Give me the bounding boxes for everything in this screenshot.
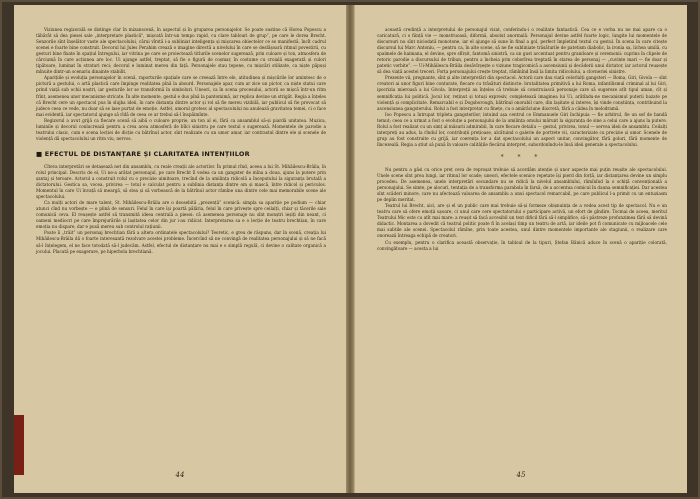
- paragraph: Regizorul a avut grijă ca fiecare scenă să aibă o culoare proprie, un ton al ei, fără ca ansamblul să-și piardă unitatea. Muzica, luminile și decorul conlucrează pentru a crea acea atmosferă de bîlci sinistru pe care textul o sugerează. Momentele de parodie a teatrului clasic, cum e scena lecției de dicție cu bătrînul actor, sînt realizate cu un umor amar, iar contrastul dintre ele și scenele de violență dă spectacolului un ritm viu, nervos.: [36, 117, 326, 141]
- paragraph: Viziunea regizorală se distinge clar în mizanscenă, în aspectul și în gruparea personajelor. Se poate sustine că Horea Popescu a tăbărât să dea piesei sale „interpretare plastică", mișcată într-un tempo rapid, cu clare tablouri de grup”, pe care le dorea Brecht. Senzorile sînt înșelător vaste ale spectacolului, cărui vîrstă i-a subliniat inteligența și mișcarea obiectelor ce se manifestă, încît cadrul scenei e foarte bine construit. Decorul lui Jules Perahim crează o imagine directă a nivelului în care se desfășoară ritmul povestirii, cu gesturi bine fixate în spațiul întregului, iar vitrina pe care se proiectează titlurile scenelor sugerează, prin culoare și ton, atmosfera de cârciumă în care acțiunea are loc. Ui ajunge astfel, treptat, să fie o figură de coșmar, în costume cu croială exagerată și culori țipătoare, luminat în straturi reci; decorul e luminat mereu din față. Personajele stau țepene, cu mișcări stilizate, ca niște păpuși mînuite dintr-un scenariu dinainte stabilit.: [36, 27, 326, 75]
- paragraph: Ioo Popescu a întrupat tripleta gangsterilor, intuind așa centrul ce Emmanuele Giri închipuia — fie arbitrul, fie un sef de bandă temut; ceea ce a urmat a fost o evoluție a personajului de la umilința omului mărunt la siguranța de sine a celui care a ajuns la putere. Rolul a fost realizat cu un simț al măsurii admirabil, în care fiecare detaliu — gestul, privirea, tonul — servea ideii de ansamblu. Ceilalți interpreți au adus, la rîndul lor, contribuții prețioase, alcătuind o galerie de portrete vii, caracterizate cu precizie și umor. Scenele de grup au fost construite cu grijă, iar coerența lor a dat spectacolului un aspect unitar, convingător, fără goluri, fără momente de lîncezeală. Regia a știut să pună în valoare calitățile fiecărui interpret, subordonîndu-le însă ideii generale a spectacolului.: [377, 111, 667, 147]
- page-number: 45: [516, 471, 526, 479]
- paragraph: Cu exemplu, pentru o clarifica această observație, în tabloul de la tipuri, Ștefan Bănică aduce în scenă o apariție colorată, convingătoare — acesta a lui: [377, 239, 667, 251]
- book-gutter: [346, 5, 354, 493]
- section-heading: ■ EFECTUL DE DISTANȚARE ȘI CLARITATEA INTENȚIILOR: [36, 149, 250, 158]
- paragraph: Cîteva interpretări se detașează net din ansamblu, cu reale creații ale actorilor. În primul rînd, aceea a lui St. Mihăilescu-Brăila, în rolul principal. Descris de el, Ui ne-a arătat personajul, pe care Brecht îl vedea ca un gangster de mîna a doua, ajuns la putere prin șantaj și teroare. Actorul a construit rolul cu o precizie uimitoare, trecînd de la umilința ridicolă a începutului la siguranța brutală a dictatorului. Gestica sa, vocea, privirea — totul e calculat pentru a sublinia distanța dintre om și mască, între ridicol și periculos. Momentul în care Ui învață să meargă, să stea și să vorbească de la bătrînul actor rămîne una dintre cele mai memorabile scene ale spectacolului.: [36, 163, 326, 200]
- book-spread: [2, 2, 698, 497]
- paragraph: Teatrul lui Brecht, aici, are și el un public care mai trebuie să-și formeze obișnuința de a vedea acest tip de spectacol. Nu e un teatru care să ofere emoții ușoare, ci unul care cere spectatorului o participare activă, un efort de gîndire. Tocmai de aceea, meritul Teatrului Mic este cu atît mai mare: a reușit să facă accesibil un text dificil fără să-l simplifice, să-i păstreze profunzimea fără să devină didactic. Montarea a dovedit că teatrul politic poate fi în același timp un teatru de artă, iar ideile pot fi comunicate cu mijloacele cele mai subtile ale scenei. Spectacolul rămîne, prin toate acestea, unul dintre momentele importante ale stagiunii, o realizare care onorează întreaga echipă de creatori.: [377, 203, 667, 239]
- left-page: [14, 5, 347, 493]
- section-separator: * * *: [500, 153, 544, 161]
- paragraph: Poate îi „trăit” un personaj brechtian fără a altera ordinatele spectacolului? Teoretic, e greu de răspuns, dar în scenă, creația lui Mihăilescu-Brăila dă o foarte interesantă rezolvare acestei probleme. Încercînd să ne convingă de realitatea personajului și să ne facă să-l înțelegem, el ne face totodată să-l judecăm. Astfel, efectul de distanțare nu mai e o simplă regulă, ci devine o calitate organică a jocului. Placată pe exagerare, pe hiperbola brechtiană.: [36, 230, 326, 254]
- paragraph: Prezente vii, pregnante, sînt și alte interpretări din spectacol. Actorii care dau viață celorlalți gangsteri — Roma, Giri, Givola — sînt creatori ai unor figuri bine conturate, fiecare cu trăsături distincte: brutalitatea primitivă a lui Roma, infantilismul criminal al lui Giri, ipocrizia mieroasă a lui Givola. Interpreții au înțeles că trebuie să construiască personaje care să sugereze atît tipul uman, cît și semnificația lui politică. Jocul lor, reținut și totuși expresiv, completează imaginea lui Ui, arătîndu-ne mecanismul puterii bazate pe violență și complicitate. Remarcabil e și Dogsborough, bătrînul onorabil care, din lașitate și interes, își vinde conștiința, contribuind la ascensiunea gangsterului. Rolul a fost interpretat cu finețe, cu o amărăciune discretă, fără a cădea în melodramă.: [377, 75, 667, 111]
- spine-tab: [14, 415, 24, 475]
- right-page-text: [377, 27, 667, 459]
- right-page: [354, 5, 687, 493]
- paragraph: această credință a interpretului de personajul vizat, conferindu-i o realitate fantastică. Cea ce e vorba nu ne mai apare ca o caricatură, ci o ființă vie — monstruoasă, diformă, absolut anormală. Personajul devine astfel foarte logic, lungite lui momentele de discursuri nu sînt niciodată monotone, iar el ajunge să sune în final a gol, perfect împletind textul cu gestul. În scena în care citește discursul lui Marc Antoniu, — pentru ca, în alte scene, să ne fie subliniate trăsăturile de patetism diabolic, la ironia sa, lichea umilă, cu spaimele de haimana, el devine, spre sfîrșit, fantomă sinistră, ca un gust accentuat pentru grandoare și ceremonii: cuprins în clipele de retoric parodie a discursului de tribun, pentru a încheia prin coborîrea treptată în starea de personaj — „cuvinte mari — fie doar și patetic vorbite”. — Ui-Mihăilescu-Brăila desăvîrșește o viziune tragicomică a ascensiunii și decăderii unui dictator, iar actorul reușește să dea viață acestei treceri. Forța personajului crește treptat, rămînînd însă la limita ridicolului, a clovneriei sinistre.: [377, 27, 667, 75]
- paragraph: Nu pentru a găsi cu orice preț ceva de reproșat trebuie să acordăm atenție și unor aspecte mai puțin reușite ale spectacolului. Unele scene sînt prea lungi, iar ritmul lor scade; uneori, efectele scenice repetate își pierd din forță, iar distanțarea devine un simplu procedeu. De asemenea, unele interpretări secundare nu se ridică la nivelul ansamblului, rămînînd la o schiță convențională a personajului. Se simte, pe alocuri, tentația de a transforma parabola în farsă, de a accentua comicul în dauna semnificației. Dar acestea sînt scăderi minore, care nu afectează valoarea de ansamblu a unui spectacol remarcabil, pe care publicul l-a primit cu un entuziasm pe deplin meritat.: [377, 166, 667, 203]
- left-page-text: [36, 27, 326, 459]
- paragraph: Aparițiile și evoluția personajelor în scenă, raporturile spațiale care se creează între ele, atitudinea și mișcările lor amintesc de o pictură a gestului, o artă plastică care împinge realitatea pînă la absurd. Personajele apar, cum ar zice un pictor, ca niște statui care prind viață sub ochii noștri, iar gesturile lor se transformă în simboluri. Uneori, ca în scena procesului, actorii se mișcă într-un ritm frînt, asemenea unor mecanisme stricate. În alte momente, gestul e dus pînă la pantomimă, iar replica devine un strigăt. Regia a înțeles că Brecht cere un spectacol pus în slujba ideii, în care distanța dintre actor și rol să fie mereu vizibilă, iar publicul să fie provocat să judece ceea ce vede, nu doar să se lase purtat de emoție. Astfel, umorul grotesc al spectacolului nu anulează gravitatea temei, ci o face mai evidentă, iar spectatorul ajunge să rîdă de ceea ce ar trebui să-l înspăimînte.: [36, 75, 327, 117]
- page-number: 44: [175, 471, 185, 479]
- paragraph: Ca mulți actori de mare talent, St. Mihăilescu-Brăila are o deosebită „prezență” scenică: simpla sa apariție pe podium — chiar atunci cînd nu vorbește — e plină de sensuri. Felul în care își poartă pălăria, felul în care privește spre ceilalți, chiar și tăcerile sale comunică ceva. El reușește astfel să transmită ideea centrală a piesei: că asemenea personaje nu sînt monștri ieșiți din neant, ci oameni mediocri pe care împrejurările și lașitatea celor din jur i-au ridicat. Interpretarea sa e o lecție de teatru brechtian, în care emoția nu dispare, dar e pusă mereu sub controlul rațiunii.: [36, 200, 326, 230]
